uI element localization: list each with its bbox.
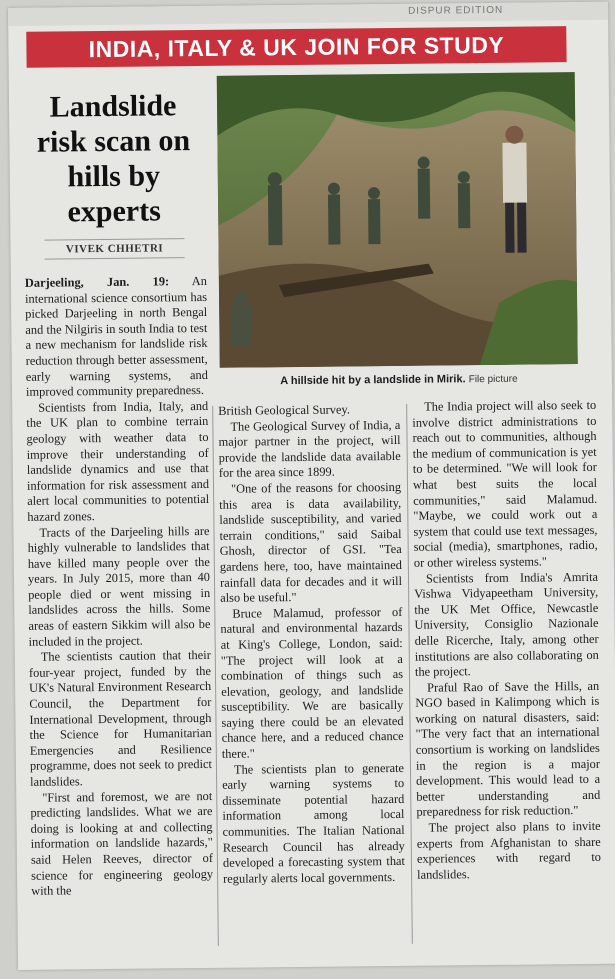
column-3-paragraph-3: Praful Rao of Save the Hills, an NGO based in Kalimpong which is working on natural disasters, said: "The very fact that an international consortium is working on landslides in the region is a major development. This would lead to a better understanding and preparedness for risk reduction." bbox=[415, 678, 601, 820]
column-1-paragraph-3: Tracts of the Darjeeling hills are highly vulnerable to landslides that have killed many people over the years. In July 2015, more than 40 people died or went missing in landslides across the hills. Some areas of eastern Sikkim will also be included in the project. bbox=[27, 523, 211, 649]
column-1-paragraph-1 bbox=[25, 274, 208, 401]
headline-block bbox=[23, 76, 205, 266]
masthead-strip bbox=[8, 2, 608, 26]
column-3-paragraph-2: Scientists from India's Amrita Vishwa Vidyapeetham University, the UK Met Office, Newcastle University, Consiglio Nazionale delle Ricerche, Italy, among other institutions are also collaborating on the project. bbox=[414, 569, 599, 679]
masthead-strip-text: DISPUR EDITION bbox=[407, 4, 504, 17]
column-1-paragraph-2: Scientists from India, Italy, and the UK plan to combine terrain geology with weather data to improve their understanding of landslide dynamics and use that information for risk assessment and alert local communities to potential hazard zones. bbox=[26, 398, 210, 524]
column-divider bbox=[406, 404, 413, 944]
article-byline: VIVEK CHHETRI bbox=[44, 238, 184, 259]
article-column-1 bbox=[25, 274, 214, 900]
landslide-photo bbox=[217, 72, 578, 368]
column-divider bbox=[212, 406, 219, 946]
column-2-paragraph-2: The Geological Survey of India, a major partner in the project, will provide the landslide data available for the area since 1899. bbox=[218, 417, 401, 481]
landslide-photo-image bbox=[217, 72, 578, 368]
column-1-paragraph-1-text: An international science consortium has picked Darjeeling in north Bengal and the Nilgiris in south India to test a new mechanism for landslide risk reduction through better assessment, early warning systems, and improved community preparedness. bbox=[24, 273, 208, 399]
newspaper-clipping bbox=[8, 2, 615, 970]
caption-credit: File picture bbox=[468, 373, 518, 386]
dateline: Darjeeling, Jan. 19: bbox=[24, 274, 170, 290]
column-1-paragraph-4: The scientists caution that their four-year project, funded by the UK's Natural Environment Research Council, the Department for International Development, through the Science for Humanitarian Emergencies and Resilience programme, does not seek to predict landslides. bbox=[28, 648, 213, 789]
section-banner: INDIA, ITALY & UK JOIN FOR STUDY bbox=[26, 26, 566, 68]
article-column-3 bbox=[412, 398, 601, 883]
column-3-paragraph-1: The India project will also seek to involve district administrations to reach out to communities, although the medium of communication is yet to be determined. "We will look for what best suits the local communities," said Malamud. "Maybe, we could work out a system that could use text messages, social (media), smartphones, radio, or other wireless systems." bbox=[412, 397, 598, 570]
column-2-paragraph-1: British Geological Survey. bbox=[218, 402, 350, 418]
column-2-paragraph-3: "One of the reasons for choosing this area is data availability, landslide susceptibility, and varied terrain conditions," said Saibal Ghosh, director of GSI. "Tea gardens here, too, have maintained rainfall data for decades and it will also be useful." bbox=[219, 479, 403, 605]
article-headline: Landslide risk scan on hills by experts bbox=[36, 89, 191, 229]
column-2-paragraph-4: Bruce Malamud, professor of natural and environmental hazards at King's College, London, said: "The project will look at a combination of things such as elevation, geology, and landslide susceptibility. We are basically saying there could be an elevated chance here, and a reduced chance there." bbox=[220, 604, 404, 761]
article-column-2 bbox=[218, 402, 405, 887]
column-2-paragraph-5: The scientists plan to generate early warning systems to disseminate potential hazard information among local communities. The Italian National Research Council has already developed a forecasting system that regularly alerts local governments. bbox=[222, 760, 406, 886]
photo-caption bbox=[220, 372, 578, 388]
caption-text: A hillside hit by a landslide in Mirik. bbox=[280, 373, 466, 388]
column-3-paragraph-4: The project also plans to invite experts from Afghanistan to share experiences with regard to landslides. bbox=[416, 818, 601, 882]
column-1-paragraph-5: "First and foremost, we are not predicting landslides. What we are doing is looking at and collecting information on landslide hazards," said Helen Reeves, director of science for engineering geology with the bbox=[30, 788, 214, 898]
